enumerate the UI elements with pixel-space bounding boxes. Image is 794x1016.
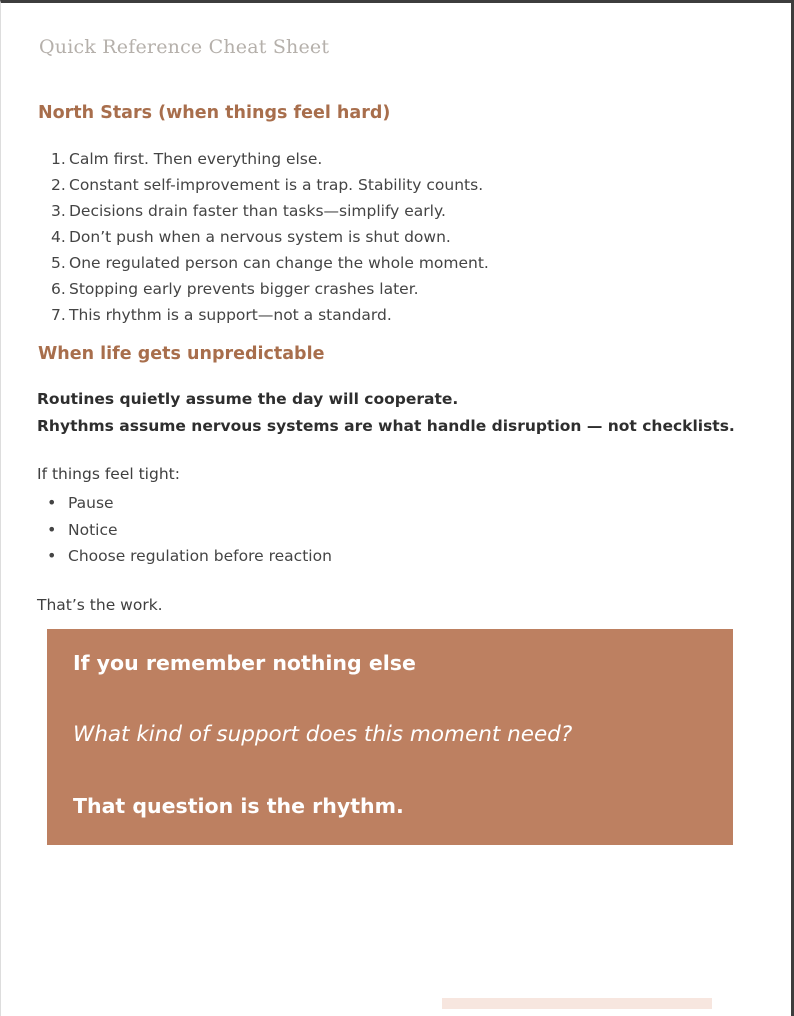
callout-closing: That question is the rhythm. (73, 794, 404, 818)
list-item (47, 543, 332, 570)
list-text: Don’t push when a nervous system is shut down. (69, 228, 451, 246)
list-text: Calm first. Then everything else. (69, 150, 323, 168)
key-statement: Rhythms assume nervous systems are what handle disruption — not checklists. (37, 417, 735, 435)
callout-box (47, 629, 733, 845)
list-number: 2. (51, 176, 66, 194)
bullet-icon: • (47, 519, 57, 539)
list-item (51, 172, 489, 198)
bullet-icon: • (47, 493, 57, 512)
list-item (51, 276, 489, 302)
bullet-text: Notice (68, 520, 118, 539)
list-number: 1. (51, 150, 66, 168)
list-number: 5. (51, 254, 66, 272)
list-item (47, 490, 332, 517)
bullet-list (47, 490, 332, 570)
list-text: This rhythm is a support—not a standard. (69, 306, 392, 324)
list-item (51, 250, 489, 276)
list-number: 4. (51, 228, 66, 246)
north-stars-heading: North Stars (when things feel hard) (38, 103, 391, 123)
key-statement: Routines quietly assume the day will cooperate. (37, 390, 459, 408)
list-item (51, 146, 489, 172)
list-number: 7. (51, 306, 66, 324)
north-stars-list (51, 146, 489, 328)
list-item (47, 517, 332, 544)
list-item (51, 302, 489, 328)
closing-line: That’s the work. (37, 596, 163, 614)
bullet-icon: • (47, 546, 57, 565)
list-item (51, 224, 489, 250)
list-number: 3. (51, 202, 66, 220)
list-item (51, 198, 489, 224)
callout-heading: If you remember nothing else (73, 651, 416, 675)
list-text: Constant self-improvement is a trap. Stability counts. (69, 176, 484, 194)
document-title: Quick Reference Cheat Sheet (39, 36, 330, 58)
list-number: 6. (51, 280, 66, 298)
callout-question: What kind of support does this moment need? (73, 722, 573, 747)
list-text: One regulated person can change the whole moment. (69, 254, 489, 272)
bullets-intro: If things feel tight: (37, 465, 180, 483)
list-text: Stopping early prevents bigger crashes later. (69, 280, 419, 298)
bullet-text: Pause (68, 494, 114, 512)
list-text: Decisions drain faster than tasks—simplify early. (69, 202, 446, 220)
unpredictable-heading: When life gets unpredictable (38, 344, 325, 364)
bullet-text: Choose regulation before reaction (68, 547, 332, 565)
key-statements (37, 386, 735, 440)
footer-accent-bar (442, 998, 712, 1009)
